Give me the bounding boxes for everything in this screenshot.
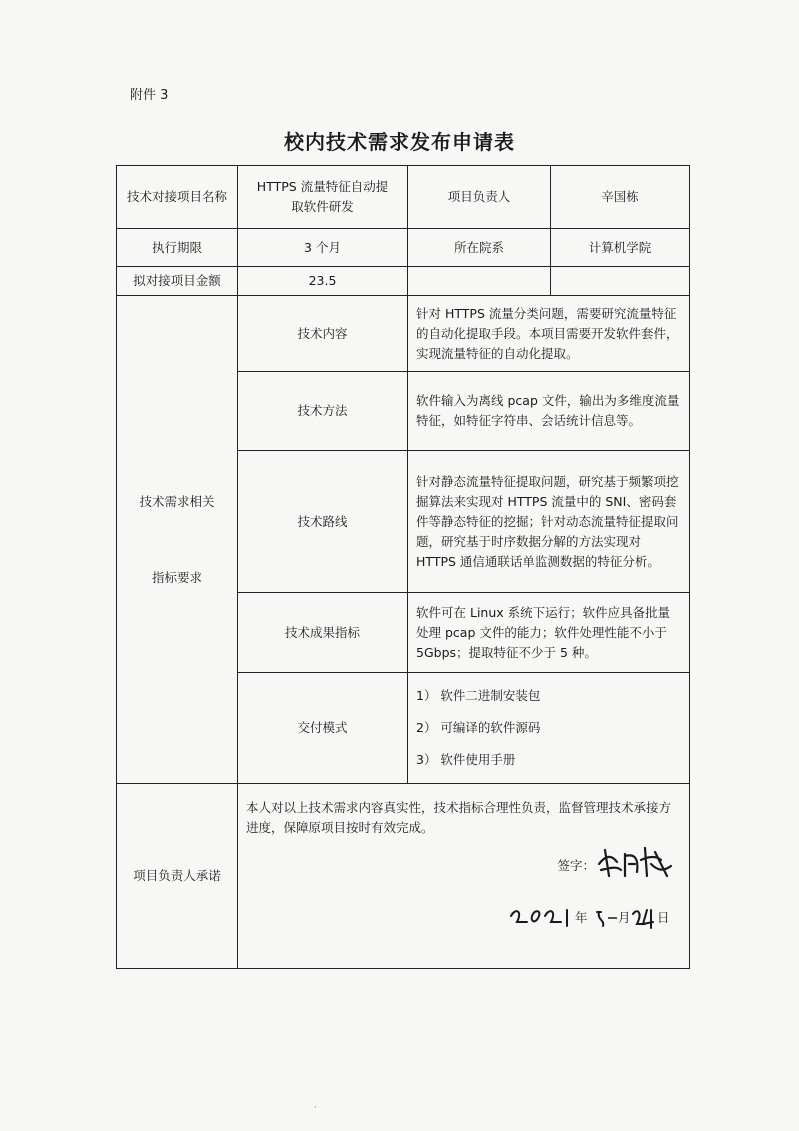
signature-label: 签字： — [557, 858, 595, 873]
table-row — [117, 296, 690, 372]
tech-method-text: 软件输入为离线 pcap 文件，输出为多维度流量特征，如特征字符串、会话统计信息等。 — [408, 372, 690, 451]
table-row — [117, 784, 690, 969]
commitment-cell — [238, 784, 690, 969]
empty-cell — [551, 267, 690, 296]
leader-value: 辛国栋 — [551, 166, 690, 229]
handwritten-date — [505, 902, 675, 932]
dept-label: 所在院系 — [408, 229, 551, 267]
requirements-group-label — [117, 296, 238, 784]
table-row — [117, 229, 690, 267]
table-row — [117, 267, 690, 296]
period-label: 执行期限 — [117, 229, 238, 267]
svg-text:年: 年 — [575, 910, 588, 925]
attachment-label: 附件 3 — [130, 88, 169, 103]
delivery-list — [408, 673, 690, 784]
svg-text:月: 月 — [618, 910, 631, 925]
delivery-label: 交付模式 — [238, 673, 408, 784]
application-form-table — [116, 165, 690, 969]
group-label-line-2: 指标要求 — [151, 569, 202, 585]
tech-content-text: 针对 HTTPS 流量分类问题，需要研究流量特征的自动化提取手段。本项目需要开发软件套件，实现流量特征的自动化提取。 — [408, 296, 690, 372]
svg-text:日: 日 — [657, 910, 670, 925]
tech-result-text: 软件可在 Linux 系统下运行；软件应具备批量处理 pcap 文件的能力；软件处理性能不小于 5Gbps；提取特征不少于 5 种。 — [408, 593, 690, 673]
project-name-value: HTTPS 流量特征自动提取软件研发 — [238, 166, 408, 229]
tech-result-label: 技术成果指标 — [238, 593, 408, 673]
tech-content-label: 技术内容 — [238, 296, 408, 372]
delivery-item: 2） 可编译的软件源码 — [416, 720, 541, 735]
leader-label: 项目负责人 — [408, 166, 551, 229]
delivery-item: 1） 软件二进制安装包 — [416, 688, 541, 703]
scan-speck: · — [314, 1103, 317, 1113]
dept-value: 计算机学院 — [551, 229, 690, 267]
group-label-line-1: 技术需求相关 — [139, 493, 215, 509]
handwritten-signature — [595, 842, 677, 882]
commitment-text: 本人对以上技术需求内容真实性，技术指标合理性负责，监督管理技术承接方进度，保障原项目按时有效完成。 — [246, 800, 672, 835]
tech-route-label: 技术路线 — [238, 451, 408, 593]
commitment-label: 项目负责人承诺 — [117, 784, 238, 969]
signature-area — [246, 838, 681, 934]
table-row — [117, 166, 690, 229]
tech-method-label: 技术方法 — [238, 372, 408, 451]
amount-label: 拟对接项目金额 — [117, 267, 238, 296]
tech-route-text: 针对静态流量特征提取问题，研究基于频繁项挖掘算法来实现对 HTTPS 流量中的 SNI、密码套件等静态特征的挖掘；针对动态流量特征提取问题，研究基于时序数据分解的方法实现对 HTTPS 通信通联话单监测数据的特征分析。 — [408, 451, 690, 593]
delivery-item: 3） 软件使用手册 — [416, 752, 516, 767]
empty-cell — [408, 267, 551, 296]
period-value: 3 个月 — [238, 229, 408, 267]
page-title: 校内技术需求发布申请表 — [284, 130, 515, 154]
project-name-label: 技术对接项目名称 — [117, 166, 238, 229]
amount-value: 23.5 — [238, 267, 408, 296]
